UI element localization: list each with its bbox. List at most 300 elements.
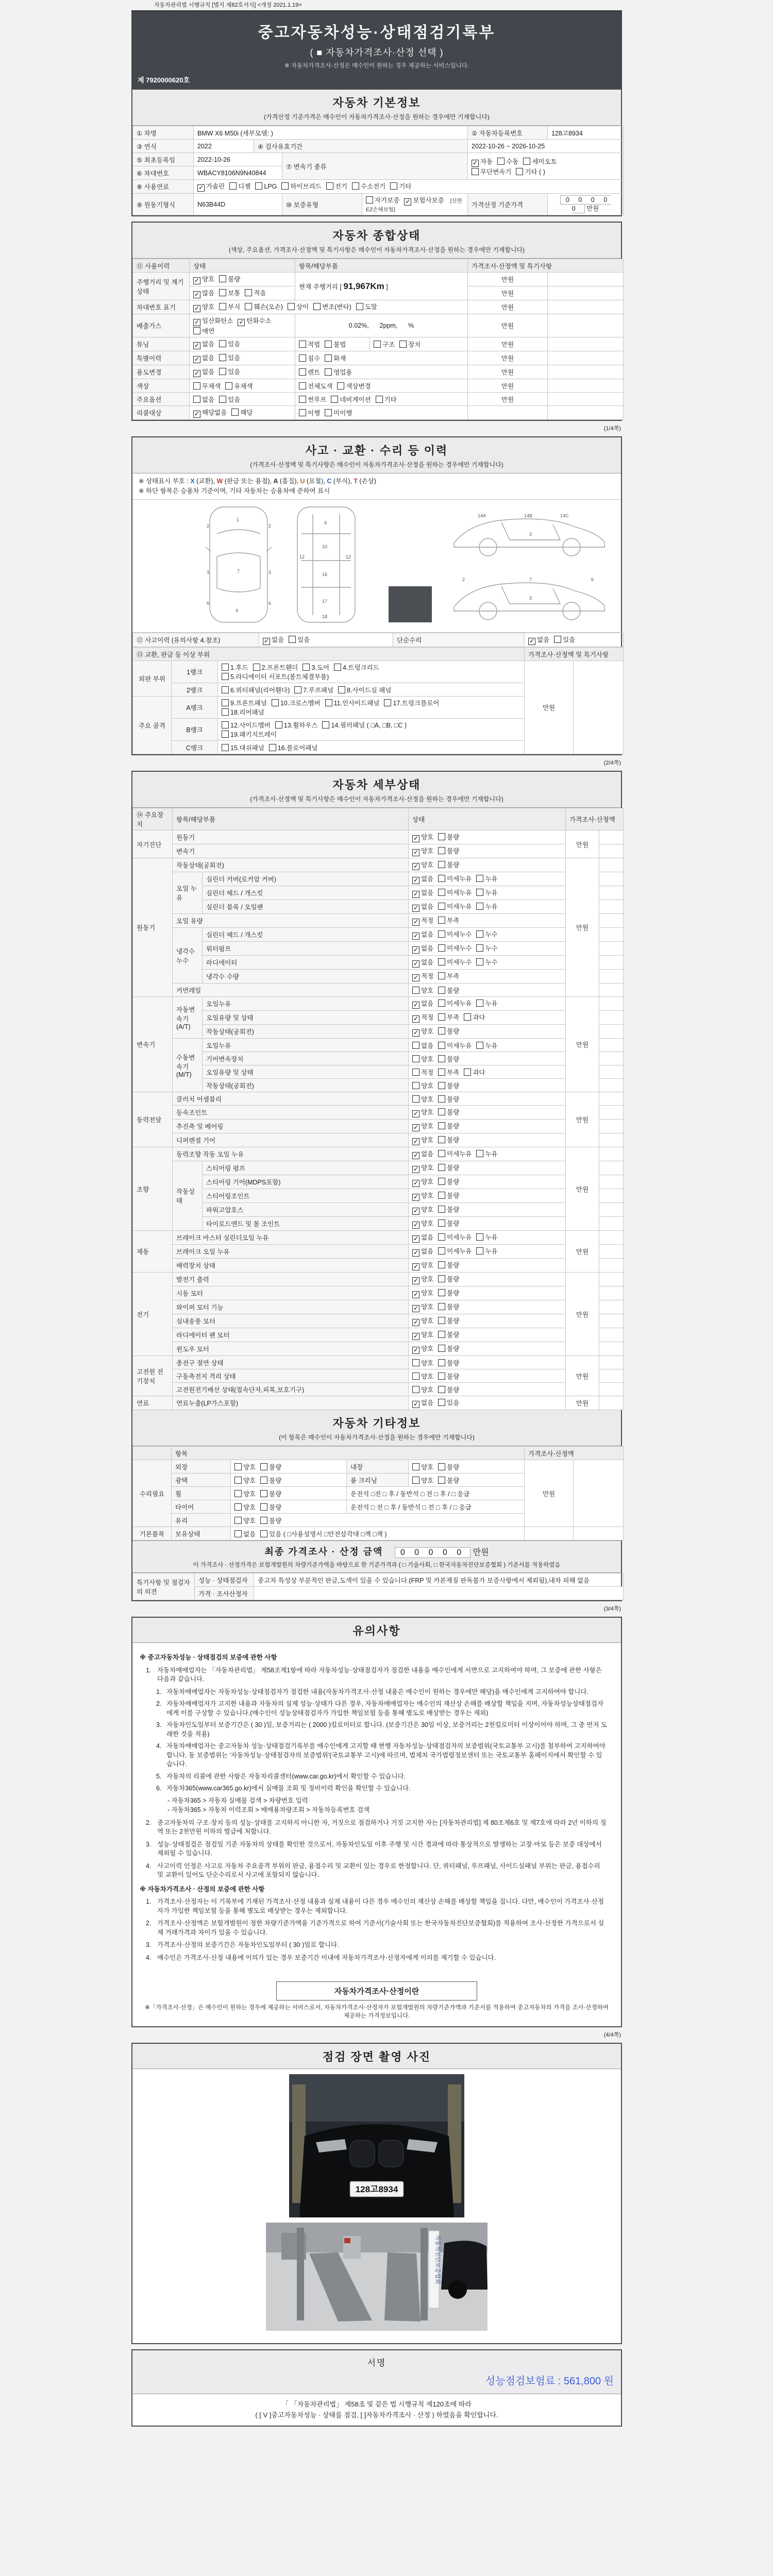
checkbox-option[interactable]: [229, 181, 250, 191]
checkbox-option[interactable]: [438, 929, 472, 939]
checkbox-option[interactable]: [260, 1462, 281, 1471]
checkbox-option[interactable]: [374, 340, 395, 349]
checkbox-option[interactable]: [337, 381, 371, 391]
checkbox-option[interactable]: [438, 1041, 472, 1050]
checkbox-option[interactable]: [222, 730, 277, 739]
table-row: [133, 1286, 624, 1300]
overall-condition-table: [132, 259, 621, 420]
checkbox-option[interactable]: [326, 181, 347, 191]
checkbox-option[interactable]: [299, 408, 320, 417]
checkbox-option[interactable]: [193, 353, 214, 363]
checkbox-option[interactable]: [299, 367, 320, 377]
checkbox-option[interactable]: [234, 1462, 256, 1471]
accident-history-row: [132, 633, 621, 647]
checkbox-option[interactable]: [438, 998, 472, 1008]
checkbox-option[interactable]: [219, 395, 240, 404]
notice-number: 1.: [146, 1666, 152, 1674]
table-cell: [409, 831, 566, 844]
checkbox-option[interactable]: [325, 367, 352, 377]
checkbox-label: 5.라디에이터 서포트(볼트체결부품): [230, 673, 329, 681]
checkbox-option[interactable]: [438, 1462, 459, 1471]
checkbox-option[interactable]: [193, 408, 227, 418]
checkbox-option[interactable]: [193, 288, 214, 298]
checkbox-option[interactable]: [476, 1149, 497, 1158]
checkbox-option[interactable]: [438, 1385, 459, 1394]
table-cell: [574, 1527, 624, 1540]
checkbox-option[interactable]: [260, 1476, 281, 1485]
checkbox-option[interactable]: [234, 1529, 256, 1538]
checkbox-option[interactable]: [438, 943, 472, 953]
checkbox-option[interactable]: [412, 971, 433, 981]
checkbox-icon: ✓: [413, 1193, 419, 1200]
checkbox-option[interactable]: [438, 986, 459, 995]
cell-text: 용도변경: [137, 369, 162, 376]
table-cell: [548, 351, 624, 365]
checkbox-option[interactable]: [384, 698, 439, 707]
checkbox-option[interactable]: [412, 1026, 433, 1037]
table-row: [133, 844, 624, 858]
checkbox-label: 화재: [333, 355, 346, 362]
checkbox-icon: ✓: [194, 318, 200, 326]
checkbox-option[interactable]: [438, 1232, 472, 1242]
checkbox-option[interactable]: [269, 743, 318, 752]
table-cell: [599, 1203, 624, 1217]
checkbox-option[interactable]: [438, 1358, 459, 1367]
checkbox-option[interactable]: [438, 1316, 459, 1325]
cell-text: 차대번호 표기: [137, 304, 176, 311]
checkbox-option[interactable]: [412, 1149, 433, 1159]
table-cell: [548, 406, 624, 420]
checkbox-option[interactable]: [313, 302, 351, 311]
checkbox-option[interactable]: [263, 635, 284, 645]
overall-section-header: [132, 223, 621, 259]
checkbox-option[interactable]: [464, 1067, 485, 1077]
checkbox-option[interactable]: [193, 326, 214, 335]
checkbox-option[interactable]: [476, 888, 497, 897]
checkbox-option[interactable]: [412, 998, 433, 1009]
checkbox-option[interactable]: [299, 353, 320, 363]
checkbox-option[interactable]: [412, 1246, 433, 1257]
checkbox-option[interactable]: [222, 720, 271, 730]
cell-text: 작동상태(공회전): [206, 1082, 254, 1090]
table-cell: [525, 1460, 574, 1527]
checkbox-option[interactable]: [476, 943, 497, 953]
table-cell: [409, 1025, 566, 1039]
checkbox-option[interactable]: [472, 157, 493, 167]
checkbox-option[interactable]: [412, 1191, 433, 1201]
checkbox-option[interactable]: [193, 274, 214, 284]
cell-text: 고전원전기배선 상태(접속단자,피복,보호기구): [176, 1386, 305, 1394]
checkbox-option[interactable]: [438, 1149, 472, 1158]
cell-text: 2022-10-26 ~ 2026-10-25: [472, 142, 545, 150]
checkbox-option[interactable]: [404, 195, 444, 206]
checkbox-option[interactable]: [528, 635, 549, 645]
document-number: 제 7920000620호: [138, 76, 190, 84]
checkbox-option[interactable]: [219, 302, 240, 311]
table-cell: [173, 1147, 409, 1161]
cell-text: 0 0 0 0 0: [560, 195, 611, 213]
checkbox-option[interactable]: [193, 395, 214, 404]
checkbox-option[interactable]: [476, 957, 497, 967]
checkbox-label: 미세누유: [447, 903, 472, 910]
checkbox-option[interactable]: [476, 929, 497, 939]
checkbox-option[interactable]: [438, 1026, 459, 1036]
checkbox-option[interactable]: [412, 860, 433, 870]
cell-text: 고전원 전기장치: [137, 1368, 163, 1385]
checkbox-option[interactable]: [438, 1302, 459, 1311]
checkbox-icon: ✓: [413, 974, 419, 981]
checkbox-option[interactable]: [438, 1177, 459, 1186]
checkbox-option[interactable]: [472, 167, 511, 176]
checkbox-option[interactable]: [412, 1135, 433, 1145]
checkbox-option[interactable]: [412, 1316, 433, 1326]
table-cell: [599, 1025, 624, 1039]
checkbox-option[interactable]: [197, 181, 225, 192]
checkbox-option[interactable]: [260, 1529, 386, 1538]
checkbox-icon: [476, 889, 483, 896]
checkbox-label: 부족: [447, 973, 460, 980]
table-cell: [133, 351, 190, 365]
table-cell: [133, 379, 190, 393]
table-cell: [566, 997, 599, 1092]
checkbox-option[interactable]: [438, 971, 459, 980]
svg-text:14C: 14C: [560, 513, 569, 518]
table-cell: [173, 997, 203, 1039]
notice-text: 자동차매매업자는 중고자동차 성능·상태점검기록부를 매수인에게 고지할 때 현행 자동차성능·상태점검자의 보증범위(국토교통부 고시)를 첨부하여 고지하여야 합니다. 동 보증범위는 '자동차성능·상태점검자의 보증범위'(국토교통부 고시)에 따르며, 법제처 국가법령정보센터 또는 국토교통부 홈페이지에서 확인할 수 있습니다.: [166, 1742, 606, 1768]
checkbox-option[interactable]: [412, 1054, 433, 1063]
checkbox-option[interactable]: [275, 720, 318, 730]
checkbox-icon: [438, 1399, 445, 1406]
checkbox-icon: [438, 1477, 445, 1484]
table-cell: [133, 697, 172, 754]
cell-text: 1랭크: [186, 669, 203, 676]
checkbox-option[interactable]: [231, 408, 253, 417]
table-cell: [574, 661, 624, 754]
checkbox-option[interactable]: [376, 395, 397, 404]
checkbox-option[interactable]: [412, 1330, 433, 1340]
table-cell: [173, 1092, 409, 1106]
checkbox-option[interactable]: [412, 1476, 433, 1485]
checkbox-option[interactable]: [193, 316, 233, 326]
checkbox-option[interactable]: [289, 635, 310, 644]
checkbox-option[interactable]: [412, 1302, 433, 1312]
checkbox-option[interactable]: [234, 1489, 256, 1498]
checkbox-option[interactable]: [412, 874, 433, 884]
table-cell: [468, 379, 548, 393]
checkbox-option[interactable]: [334, 663, 379, 672]
checkbox-icon: [299, 396, 306, 403]
checkbox-option[interactable]: [438, 1260, 459, 1269]
checkbox-label: 부식: [228, 303, 241, 311]
checkbox-option[interactable]: [303, 663, 329, 672]
checkbox-option[interactable]: [412, 1081, 433, 1090]
checkbox-option[interactable]: [412, 1385, 433, 1394]
svg-text:3: 3: [268, 570, 272, 575]
table-cell: [190, 273, 295, 286]
checkbox-option[interactable]: [412, 1107, 433, 1117]
checkbox-option[interactable]: [260, 1516, 281, 1525]
table-cell: [409, 997, 566, 1011]
checkbox-option[interactable]: [412, 1462, 433, 1471]
checkbox-option[interactable]: [399, 340, 421, 349]
checkbox-option[interactable]: [288, 302, 309, 311]
checkbox-option[interactable]: [554, 635, 575, 644]
checkbox-option[interactable]: [325, 340, 346, 349]
checkbox-option[interactable]: [219, 274, 240, 283]
checkbox-option[interactable]: [438, 1288, 459, 1297]
checkbox-option[interactable]: [438, 888, 472, 897]
checkbox-option[interactable]: [325, 698, 380, 707]
checkbox-option[interactable]: [438, 957, 472, 967]
table-cell: [566, 831, 599, 858]
checkbox-option[interactable]: [516, 167, 545, 176]
checkbox-label: 부족: [447, 1069, 460, 1076]
checkbox-option[interactable]: [234, 1502, 256, 1512]
checkbox-icon: [438, 917, 445, 924]
checkbox-option[interactable]: [412, 1177, 433, 1187]
checkbox-option[interactable]: [253, 663, 298, 672]
table-cell: [172, 1487, 231, 1500]
checkbox-option[interactable]: [219, 353, 240, 362]
checkbox-option[interactable]: [222, 698, 267, 707]
cell-text: 실린더 헤드 / 개스킷: [206, 890, 263, 897]
checkbox-option[interactable]: [222, 743, 264, 752]
checkbox-option[interactable]: [234, 1476, 256, 1485]
checkbox-option[interactable]: [438, 1067, 459, 1077]
table-cell: [282, 194, 362, 215]
checkbox-option[interactable]: [412, 1344, 433, 1354]
checkbox-option[interactable]: [260, 1502, 281, 1512]
checkbox-icon: ✓: [198, 184, 204, 191]
checkbox-label: 수소전기: [360, 183, 386, 190]
checkbox-option[interactable]: [366, 195, 399, 205]
checkbox-option[interactable]: [245, 288, 266, 297]
table-cell: [203, 1025, 409, 1039]
table-cell: [195, 1573, 254, 1587]
checkbox-label: 일산화탄소: [202, 317, 233, 325]
checkbox-option[interactable]: [438, 1054, 459, 1063]
table-cell: [194, 166, 282, 180]
checkbox-option[interactable]: [476, 874, 497, 883]
final-price-unit: 만원: [473, 1548, 489, 1557]
checkbox-option[interactable]: [299, 340, 320, 349]
checkbox-option[interactable]: [412, 1163, 433, 1173]
table-cell: [468, 314, 548, 337]
checkbox-icon: [260, 1517, 267, 1524]
checkbox-option[interactable]: [412, 1094, 433, 1104]
checkbox-option[interactable]: [438, 1246, 472, 1256]
table-cell: [173, 1259, 409, 1273]
checkbox-option[interactable]: [222, 685, 290, 694]
checkbox-label: 없음: [537, 636, 550, 643]
table-row: [133, 314, 624, 337]
checkbox-option[interactable]: [412, 902, 433, 912]
checkbox-option[interactable]: [438, 1274, 459, 1283]
checkbox-option[interactable]: [412, 1260, 433, 1270]
checkbox-option[interactable]: [325, 353, 346, 363]
checkbox-option[interactable]: [438, 874, 472, 883]
cell-text: ⑩ 보증유형: [286, 201, 318, 209]
page-marker-3: (3/4쪽): [603, 1606, 621, 1612]
checkbox-option[interactable]: [412, 943, 433, 954]
checkbox-option[interactable]: [476, 902, 497, 911]
checkbox-option[interactable]: [412, 1067, 433, 1077]
checkbox-option[interactable]: [412, 1274, 433, 1284]
checkbox-icon: [260, 1503, 267, 1511]
cell-text: ⑧ 사용연료: [137, 183, 169, 191]
checkbox-option[interactable]: [438, 1476, 459, 1485]
checkbox-label: 미세누유: [447, 875, 472, 883]
checkbox-option[interactable]: [476, 998, 497, 1008]
checkbox-option[interactable]: [438, 1344, 459, 1353]
cell-text: 광택: [175, 1477, 188, 1484]
checkbox-option[interactable]: [438, 902, 472, 911]
checkbox-icon: [231, 409, 239, 416]
checkbox-label: 불량: [269, 1490, 282, 1498]
checkbox-option[interactable]: [476, 1232, 497, 1242]
checkbox-option[interactable]: [322, 720, 407, 730]
checkbox-icon: [476, 903, 483, 910]
checkbox-option[interactable]: [338, 685, 391, 694]
checkbox-option[interactable]: [412, 888, 433, 898]
checkbox-option[interactable]: [438, 860, 459, 869]
table-cell: [172, 1500, 231, 1514]
cell-text: 가격조사·산정액: [569, 816, 615, 823]
checkbox-option[interactable]: [255, 182, 277, 190]
table-cell: [599, 1052, 624, 1065]
cell-note: [신한EZ손해보험]: [366, 198, 462, 213]
checkbox-label: 과다: [473, 1014, 485, 1021]
checkbox-option[interactable]: [412, 832, 433, 842]
checkbox-label: 양호: [421, 1386, 434, 1394]
checkbox-option[interactable]: [272, 698, 321, 707]
checkbox-option[interactable]: [438, 1081, 459, 1090]
checkbox-option[interactable]: [412, 929, 433, 940]
checkbox-option[interactable]: [438, 832, 459, 841]
checkbox-option[interactable]: [245, 302, 283, 311]
checkbox-icon: ✓: [413, 1110, 419, 1117]
checkbox-option[interactable]: [299, 381, 332, 391]
checkbox-option[interactable]: [193, 302, 214, 312]
checkbox-option[interactable]: [438, 1094, 459, 1104]
checkbox-option[interactable]: [438, 1107, 459, 1116]
checkbox-option[interactable]: [260, 1489, 281, 1498]
cell-text: 내장: [350, 1463, 363, 1471]
checkbox-option[interactable]: [234, 1516, 256, 1525]
checkbox-icon: [438, 861, 445, 868]
checkbox-option[interactable]: [352, 181, 385, 191]
checkbox-option[interactable]: [299, 395, 326, 404]
checkbox-label: 양호: [421, 1359, 434, 1367]
checkbox-option[interactable]: [412, 846, 433, 856]
checkbox-option[interactable]: [219, 367, 240, 376]
checkbox-option[interactable]: [523, 157, 557, 166]
table-cell: [133, 337, 190, 351]
checkbox-option[interactable]: [412, 1041, 433, 1050]
checkbox-option[interactable]: [412, 1358, 433, 1367]
checkbox-option[interactable]: [438, 1330, 459, 1339]
checkbox-option[interactable]: [193, 339, 214, 349]
checkbox-option[interactable]: [497, 157, 518, 166]
checkbox-icon: [299, 409, 306, 416]
checkbox-label: 장치: [408, 341, 421, 348]
checkbox-option[interactable]: [294, 685, 333, 694]
checkbox-option[interactable]: [412, 1371, 433, 1381]
checkbox-label: 양호: [421, 1331, 434, 1338]
checkbox-label: 기타: [384, 396, 397, 403]
svg-text:7: 7: [237, 569, 240, 574]
checkbox-option[interactable]: [356, 302, 377, 311]
checkbox-option[interactable]: [281, 181, 321, 191]
checkbox-option[interactable]: [219, 288, 240, 297]
checkbox-option[interactable]: [464, 1012, 485, 1022]
checkbox-option[interactable]: [412, 1218, 433, 1229]
checkbox-option[interactable]: [438, 1012, 459, 1022]
checkbox-option[interactable]: [225, 381, 253, 391]
table-cell: [599, 1259, 624, 1273]
checkbox-option[interactable]: [412, 1205, 433, 1215]
notice-number: 1.: [156, 1688, 162, 1696]
checkbox-label: 불량: [447, 1477, 460, 1484]
checkbox-option[interactable]: [438, 916, 459, 925]
checkbox-option[interactable]: [193, 367, 214, 377]
checkbox-option[interactable]: [238, 316, 271, 326]
checkbox-option[interactable]: [412, 1012, 433, 1023]
checkbox-option[interactable]: [412, 986, 433, 995]
checkbox-option[interactable]: [438, 1205, 459, 1214]
checkbox-option[interactable]: [476, 1041, 497, 1050]
checkbox-option[interactable]: [325, 408, 352, 417]
checkbox-option[interactable]: [438, 1121, 459, 1130]
checkbox-option[interactable]: [222, 663, 248, 672]
checkbox-option[interactable]: [412, 1232, 433, 1243]
checkbox-option[interactable]: [438, 1135, 459, 1144]
checkbox-option[interactable]: [222, 672, 329, 681]
checkbox-option[interactable]: [438, 1218, 459, 1228]
checkbox-label: 13.휠하우스: [283, 722, 318, 729]
checkbox-option[interactable]: [331, 395, 371, 404]
checkbox-option[interactable]: [412, 1288, 433, 1298]
checkbox-option[interactable]: [390, 181, 411, 191]
cell-text: BMW X6 M50i (세부모델: ): [197, 129, 273, 137]
checkbox-label: 해당: [240, 409, 253, 416]
checkbox-option[interactable]: [412, 1121, 433, 1131]
checkbox-option[interactable]: [193, 381, 221, 391]
checkbox-option[interactable]: [412, 1398, 433, 1408]
checkbox-option[interactable]: [438, 1398, 459, 1407]
checkbox-label: 불량: [447, 1317, 460, 1325]
checkbox-option[interactable]: [412, 916, 433, 926]
checkbox-option[interactable]: [219, 339, 240, 348]
checkbox-label: 해당없음: [202, 409, 227, 416]
table-cell: [599, 1217, 624, 1231]
checkbox-option[interactable]: [412, 957, 433, 968]
checkbox-label: 불량: [447, 1372, 460, 1380]
cell-text: A랭크: [186, 704, 203, 711]
checkbox-option[interactable]: [222, 707, 264, 717]
cell-text: 충전구 절연 상태: [176, 1359, 224, 1367]
table-cell: [295, 337, 370, 351]
checkbox-icon: ✓: [405, 198, 411, 205]
accident-section-header: [132, 437, 621, 473]
checkbox-option[interactable]: [438, 1371, 459, 1381]
cell-text: 가격조사·산정액 및 특기사항: [472, 262, 552, 270]
checkbox-option[interactable]: [438, 1191, 459, 1200]
checkbox-option[interactable]: [438, 846, 459, 855]
table-row: [133, 259, 624, 273]
checkbox-option[interactable]: [438, 1163, 459, 1172]
checkbox-option[interactable]: [476, 1246, 497, 1256]
